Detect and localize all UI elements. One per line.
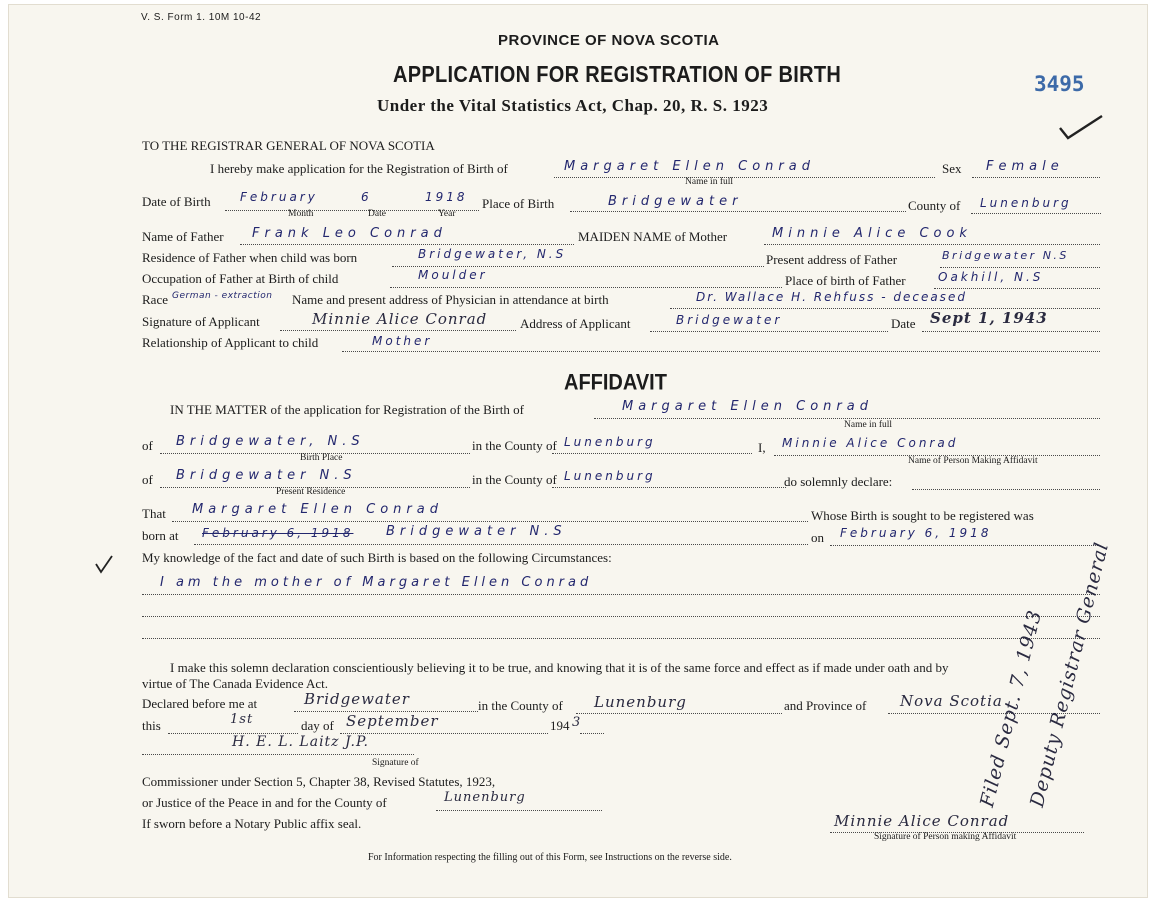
that-label: That: [142, 506, 166, 521]
birth-place-field: Bridgewater, N.S: [176, 434, 365, 449]
birth-registration-form: [8, 4, 1148, 898]
born-at-field: Bridgewater N.S: [386, 524, 567, 539]
form-title: APPLICATION FOR REGISTRATION OF BIRTH: [393, 62, 842, 88]
declaration-line-1: I make this solemn declaration conscientiously believing it to be true, and knowing that it is of the same force and effect as if made under oath and by: [170, 660, 949, 675]
place-of-birth-field: Bridgewater: [608, 194, 743, 209]
matter-name-field: Margaret Ellen Conrad: [622, 399, 873, 414]
relationship-field: Mother: [372, 334, 433, 348]
of-label-1: of: [142, 438, 153, 453]
sex-label: Sex: [942, 161, 962, 176]
deponent-caption: Name of Person Making Affidavit: [908, 456, 1038, 466]
father-residence-field: Bridgewater, N.S: [418, 247, 567, 261]
of-label-2: of: [142, 472, 153, 487]
county3-field: Lunenburg: [594, 693, 687, 711]
dob-month-field: February: [240, 190, 318, 204]
dob-year-field: 1918: [425, 190, 468, 204]
sig-applicant-label: Signature of Applicant: [142, 314, 260, 329]
in-county-label-3: in the County of: [478, 698, 563, 713]
province-heading: PROVINCE OF NOVA SCOTIA: [498, 32, 720, 49]
notary-line: If sworn before a Notary Public affix seal.: [142, 816, 362, 831]
address-label: Address of Applicant: [520, 316, 631, 331]
date-label: Date: [891, 316, 916, 331]
justice-county-field: Lunenburg: [444, 790, 526, 805]
race-field: German - extraction: [172, 291, 273, 301]
form-subtitle: Under the Vital Statistics Act, Chap. 20, R. S. 1923: [377, 96, 769, 115]
sex-field: Female: [986, 159, 1064, 174]
present-residence-caption: Present Residence: [276, 487, 346, 497]
occupation-field: Moulder: [418, 268, 488, 282]
application-date-field: Sept 1, 1943: [930, 309, 1048, 327]
born-at-label: born at: [142, 528, 179, 543]
signature-of-caption: Signature of: [372, 758, 419, 768]
deponent-signature: Minnie Alice Conrad: [834, 812, 1010, 830]
father-birthplace-field: Oakhill, N.S: [938, 270, 1044, 284]
dob-label: Date of Birth: [142, 194, 211, 209]
knowledge-label: My knowledge of the fact and date of such Birth is based on the following Circumstances:: [142, 550, 612, 565]
race-label: Race: [142, 292, 168, 307]
address-field: Bridgewater: [676, 313, 783, 327]
physician-field: Dr. Wallace H. Rehfuss - deceased: [696, 290, 967, 304]
mother-field: Minnie Alice Cook: [772, 226, 972, 241]
father-label: Name of Father: [142, 229, 224, 244]
applicant-signature: Minnie Alice Conrad: [312, 310, 488, 328]
father-field: Frank Leo Conrad: [252, 226, 447, 241]
justice-line: or Justice of the Peace in and for the County of: [142, 795, 387, 810]
physician-label: Name and present address of Physician in attendance at birth: [292, 292, 609, 307]
deponent-name-field: Minnie Alice Conrad: [782, 436, 959, 450]
born-struck-field: February 6, 1918: [202, 526, 354, 540]
name-in-full-caption: Name in full: [685, 177, 734, 187]
commissioner-line: Commissioner under Section 5, Chapter 38, Revised Statutes, 1923,: [142, 774, 496, 789]
form-id: V. S. Form 1. 10M 10-42: [141, 12, 262, 23]
that-name-field: Margaret Ellen Conrad: [192, 502, 443, 517]
deponent-signature-caption: Signature of Person making Affidavit: [874, 832, 1017, 842]
mother-label: MAIDEN NAME of Mother: [578, 229, 728, 244]
day-of-label: day of: [301, 718, 334, 733]
margin-tick-icon: [94, 554, 114, 576]
whose-birth-label: Whose Birth is sought to be registered was: [811, 508, 1034, 523]
county-label: County of: [908, 198, 961, 213]
father-residence-label: Residence of Father when child was born: [142, 250, 358, 265]
year-caption: Year: [438, 209, 456, 219]
filed-note-date: Filed Sept. 7, 1943: [976, 607, 1047, 810]
matter-label: IN THE MATTER of the application for Registration of the Birth of: [170, 402, 524, 417]
occupation-label: Occupation of Father at Birth of child: [142, 271, 339, 286]
registration-number: 3495: [1034, 72, 1085, 96]
footer-note: For Information respecting the filling out of this Form, see Instructions on the reverse side.: [368, 852, 732, 863]
father-present-label: Present address of Father: [766, 252, 898, 267]
province-label: and Province of: [784, 698, 867, 713]
born-on-field: February 6, 1918: [840, 526, 992, 540]
in-county-label-2: in the County of: [472, 472, 557, 487]
father-present-field: Bridgewater N.S: [942, 249, 1069, 262]
month-caption: Month: [288, 209, 314, 219]
declared-at-field: Bridgewater: [304, 690, 410, 708]
date-caption: Date: [368, 209, 386, 219]
month-field: September: [346, 712, 439, 730]
checkmark-icon: [1058, 114, 1104, 142]
filed-note-title: Deputy Registrar General: [1026, 539, 1114, 810]
declared-label: Declared before me at: [142, 696, 258, 711]
to-line: TO THE REGISTRAR GENERAL OF NOVA SCOTIA: [142, 138, 435, 153]
county1-field: Lunenburg: [564, 435, 656, 449]
present-residence-field: Bridgewater N.S: [176, 468, 357, 483]
year-prefix: 194: [550, 718, 570, 733]
commissioner-signature: H. E. L. Laitz J.P.: [232, 734, 370, 750]
county-field: Lunenburg: [980, 196, 1072, 210]
solemnly-declare-label: do solemnly declare:: [784, 474, 893, 489]
application-intro-label: I hereby make application for the Registration of Birth of: [210, 161, 508, 176]
birth-place-caption: Birth Place: [300, 453, 343, 463]
declaration-line-2: virtue of The Canada Evidence Act.: [142, 676, 329, 691]
affidavit-name-caption: Name in full: [844, 420, 893, 430]
county2-field: Lunenburg: [564, 469, 656, 483]
affidavit-heading: AFFIDAVIT: [564, 370, 667, 396]
relationship-label: Relationship of Applicant to child: [142, 335, 319, 350]
child-name-field: Margaret Ellen Conrad: [564, 159, 815, 174]
circumstance-field: I am the mother of Margaret Ellen Conrad: [160, 575, 593, 590]
this-label: this: [142, 718, 161, 733]
day-field: 1st: [230, 712, 254, 727]
place-of-birth-label: Place of Birth: [482, 196, 555, 211]
on-label: on: [811, 530, 824, 545]
year-suffix-field: 3: [572, 715, 582, 730]
i-label: I,: [758, 440, 766, 455]
in-county-label-1: in the County of: [472, 438, 557, 453]
dob-date-field: 6: [361, 190, 372, 204]
father-birthplace-label: Place of birth of Father: [785, 273, 906, 288]
province-field: Nova Scotia: [900, 692, 1003, 710]
